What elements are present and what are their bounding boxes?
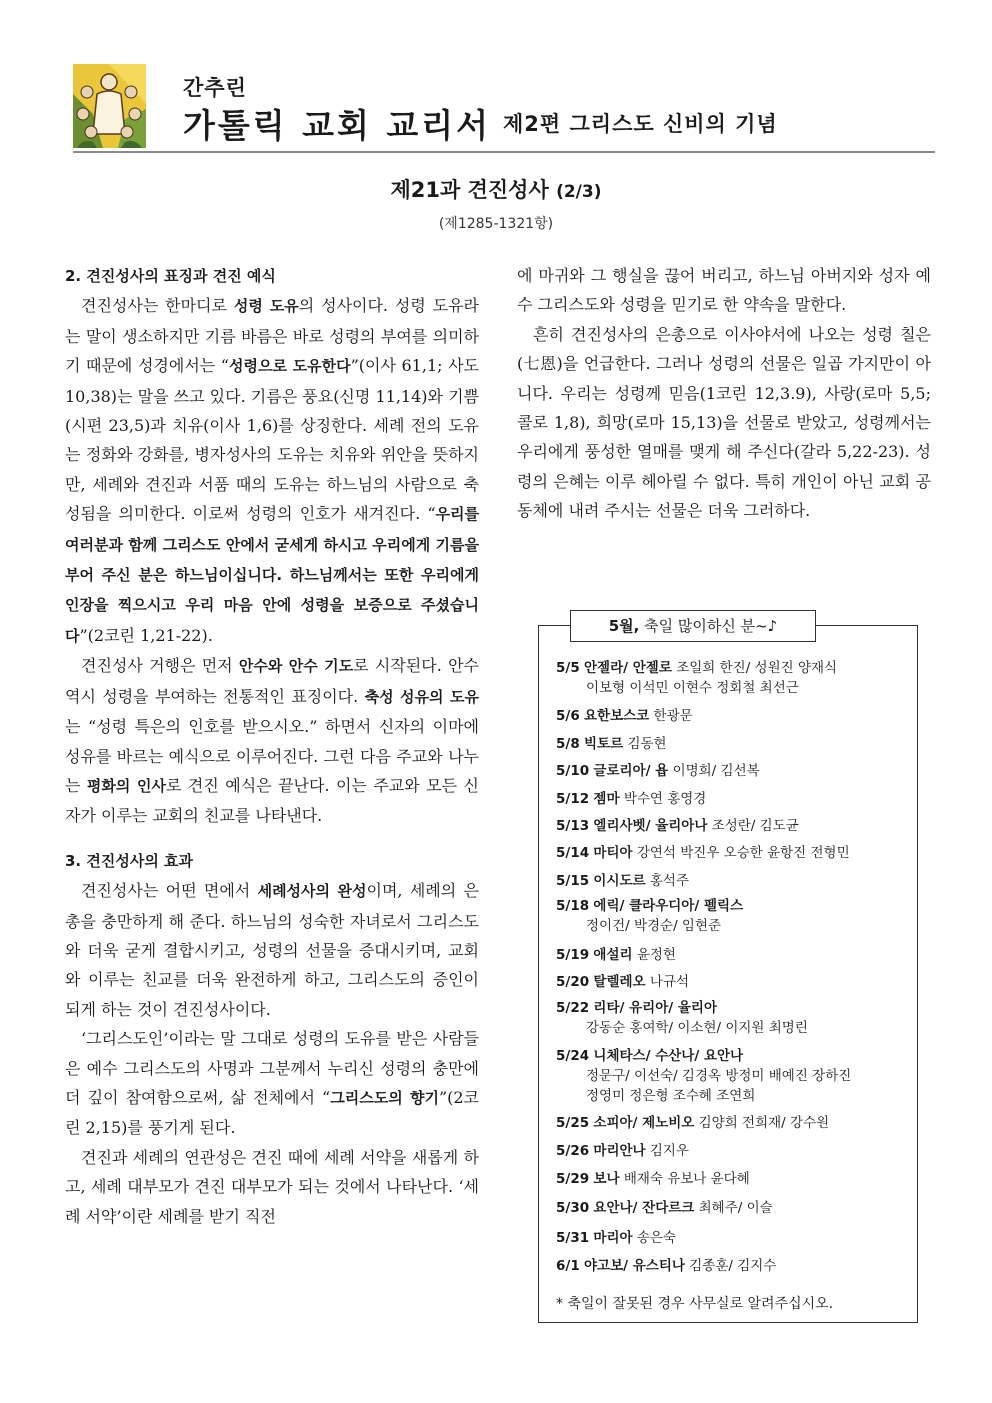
feast-date: 5/13 (556, 818, 590, 834)
feast-date: 5/12 (556, 791, 590, 807)
member-names: 강연석 박진우 오승한 윤항진 전형민 (636, 845, 850, 861)
christ-with-apostles-icon (73, 64, 146, 148)
saint-name: 마리안나 (593, 1143, 646, 1159)
feast-date: 5/18 (556, 898, 590, 914)
left-column (65, 262, 479, 1231)
feast-entry (556, 816, 799, 836)
saint-name: 니체타스/ 수산나/ 요안나 (593, 1048, 744, 1064)
section-3-heading: 3. 견진성사의 효과 (65, 851, 194, 870)
paragraph: 견진과 세례의 연관성은 견진 때에 세례 서약을 새롭게 하고, 세례 대부모가 견진 대부모가 되는 것에서 나타난다. ‘세례 서약’이란 세례를 받기 직전 (65, 1147, 479, 1226)
member-names: 배재숙 유보나 윤다혜 (623, 1171, 750, 1187)
member-names: 윤정현 (636, 947, 676, 963)
saint-name: 마리아 (593, 1230, 633, 1246)
feast-entry (556, 1198, 773, 1218)
saint-name: 요한보스코 (584, 708, 650, 724)
feast-entry (556, 734, 667, 754)
member-names: 박수연 홍영경 (623, 791, 707, 807)
saint-name: 탈렐레오 (593, 974, 646, 990)
paragraph: 견진성사는 어떤 면에서 세례성사의 완성이며, 세례의 은총을 충만하게 해 준다. 하느님의 성숙한 자녀로서 그리스도와 더욱 굳게 결합시키고, 성령의 선물을 증대시키며, 교회와 이루는 친교를 더욱 완전하게 하고, 그리스도의 증인이 되게 하는 것이 견진성사이다. (65, 881, 479, 1019)
feast-entry (556, 1141, 689, 1161)
saint-name: 요안나/ 잔다르크 (593, 1200, 695, 1216)
feast-entry (556, 945, 676, 965)
saint-name: 이시도르 (593, 873, 646, 889)
saint-name: 애설리 (593, 947, 633, 963)
saint-name: 보나 (593, 1171, 620, 1187)
feast-date: 5/14 (556, 845, 590, 861)
feast-date: 5/24 (556, 1048, 590, 1064)
saint-name: 에릭/ 클라우디아/ 펠릭스 (593, 898, 744, 914)
paragraph: 견진성사 거행은 먼저 안수와 안수 기도로 시작된다. 안수 역시 성령을 부여하는 전통적인 표징이다. 축성 성유의 도유는 “성령 특은의 인호를 받으시오.” 하면서 신자의 이마에 성유를 바르는 예식으로 이루어진다. 그런 다음 주교와 나누는 평화의 인사로 견진 예식은 끝난다. 이는 주교와 모든 신자가 이루는 교회의 친교를 나타낸다. (65, 656, 479, 826)
member-names: 김지우 (649, 1143, 690, 1159)
page-header (73, 62, 935, 154)
feast-entry (556, 789, 706, 809)
member-names-continued: 정영미 정은형 조수혜 조연희 (586, 1088, 756, 1104)
member-names: 최혜주/ 이슬 (698, 1200, 773, 1216)
feast-date: 5/20 (556, 974, 590, 990)
saint-name: 리타/ 유리아/ 율리아 (593, 1000, 718, 1016)
feast-date: 5/22 (556, 1000, 590, 1016)
header-small-title: 간추린 (183, 76, 247, 100)
lesson-part: (2/3) (556, 182, 602, 202)
member-names-continued: 이보형 이석민 이현수 정회철 최선근 (586, 680, 799, 696)
lesson-range: (제1285-1321항) (438, 216, 554, 232)
paragraph: 흔히 견진성사의 은총으로 이사야서에 나오는 성령 칠은(七恩)을 언급한다. 그러나 성령의 선물은 일곱 가지만이 아니다. 우리는 성령께 믿음(1코린 12,3.9), 사랑(로마 5,5; 콜로 1,8), 희망(로마 15,13)을 선물로 받았고, 성령께서는 우리에게 풍성한 열매를 맺게 해 주신다(갈라 5,22-23). 성령의 은혜는 이루 헤아릴 수 없다. 특히 개인이 아닌 교회 공동체에 내려 주시는 선물은 더욱 그러하다. (517, 324, 931, 521)
feast-entry (556, 843, 850, 863)
paragraph: 에 마귀와 그 행실을 끊어 버리고, 하느님 아버지와 성자 예수 그리스도와 성령을 믿기로 한 약속을 말한다. (517, 266, 931, 315)
member-names: 조일희 한진/ 성원진 양재식 (676, 660, 838, 676)
feast-entry (556, 896, 743, 936)
feast-entry (556, 706, 693, 726)
saint-name: 소피아/ 제노비오 (593, 1115, 695, 1131)
feast-entry (556, 761, 760, 781)
member-names: 한광문 (653, 708, 693, 724)
member-names: 조성란/ 김도균 (711, 818, 799, 834)
member-names: 이명희/ 김선복 (672, 763, 760, 779)
feast-entry (556, 1169, 750, 1189)
feast-date: 5/19 (556, 947, 590, 963)
member-names-continued: 강동순 홍여학/ 이소현/ 이지원 최명린 (586, 1020, 808, 1036)
member-names: 김양희 전희재/ 강수원 (698, 1115, 830, 1131)
feast-date: 5/26 (556, 1143, 590, 1159)
saint-name: 안젤라/ 안젤로 (584, 660, 672, 676)
feast-date: 5/15 (556, 873, 590, 889)
saint-name: 빅토르 (584, 736, 624, 752)
member-names: 송은숙 (636, 1230, 676, 1246)
feast-date: 5/8 (556, 736, 580, 752)
feast-entry (556, 1256, 776, 1276)
header-divider (73, 151, 935, 153)
saint-name: 젬마 (593, 791, 620, 807)
member-names: 홍석주 (649, 873, 690, 889)
paragraph: ‘그리스도인’이라는 말 그대로 성령의 도유를 받은 사람들은 예수 그리스도의 사명과 그분께서 누리신 성령의 충만에 더 깊이 참여함으로써, 삶 전체에서 “그리스도의 향기”(2코린 2,15)를 풍기게 된다. (65, 1029, 479, 1138)
saint-name: 마티아 (593, 845, 633, 861)
member-names-continued: 정문구/ 이선숙/ 김경옥 방정미 배예진 장하진 (586, 1068, 852, 1084)
feast-entry (556, 972, 689, 992)
member-names: 나규석 (649, 974, 690, 990)
saint-name: 엘리사벳/ 율리아나 (593, 818, 708, 834)
feast-date: 5/31 (556, 1230, 590, 1246)
header-subtitle: 제2편 그리스도 신비의 기념 (503, 112, 778, 136)
feast-date: 5/5 (556, 660, 580, 676)
feast-entry (556, 998, 808, 1038)
feast-date: 5/10 (556, 763, 590, 779)
saint-name: 글로리아/ 욥 (593, 763, 669, 779)
feast-date: 5/29 (556, 1171, 590, 1187)
right-column (517, 261, 931, 526)
feast-entry (556, 1228, 676, 1248)
header-big-title: 가톨릭 교회 교리서 (183, 106, 492, 145)
feast-entry (556, 1046, 851, 1106)
feast-note: * 축일이 잘못된 경우 사무실로 알려주십시오. (556, 1296, 834, 1312)
paragraph: 견진성사는 한마디로 성령 도유의 성사이다. 성령 도유라는 말이 생소하지만 기름 바름은 바로 성령의 부여를 의미하기 때문에 성경에서는 “성령으로 도유한다”(이사 61,1; 사도 10,38)는 말을 쓰고 있다. 기름은 풍요(신명 11,14)와 기쁨(시편 23,5)과 치유(이사 1,6)를 상징한다. 세례 전의 도유는 정화와 강화를, 병자성사의 도유는 치유와 위안을 뜻하지만, 세례와 견진과 서품 때의 도유는 하느님의 사람으로 축성됨을 의미한다. 이로써 성령의 인호가 새겨진다. “우리를 여러분과 함께 그리스도 안에서 굳세게 하시고 우리에게 기름을 부어 주신 분은 하느님이십니다. 하느님께서는 또한 우리에게 인장을 찍으시고 우리 마음 안에 성령을 보증으로 주셨습니다”(2코린 1,21-22). (65, 296, 480, 645)
saint-name: 야고보/ 유스티나 (584, 1258, 685, 1274)
feast-date: 5/6 (556, 708, 580, 724)
feast-date: 5/30 (556, 1200, 590, 1216)
feast-date: 5/25 (556, 1115, 590, 1131)
section-2-heading: 2. 견진성사의 표징과 견진 예식 (65, 267, 276, 285)
feast-entry (556, 658, 837, 698)
member-names-continued: 정이건/ 박경순/ 임현준 (586, 918, 722, 934)
member-names: 김동현 (627, 736, 667, 752)
lesson-title (0, 174, 992, 204)
member-names: 김종훈/ 김지수 (689, 1258, 777, 1274)
feast-entry (556, 871, 689, 891)
lesson-title-text: 제21과 견진성사 (390, 178, 549, 202)
feast-entry (556, 1113, 829, 1133)
feast-box-title: 5월, 축일 많이하신 분~♪ (570, 610, 816, 642)
feast-date: 6/1 (556, 1258, 580, 1274)
